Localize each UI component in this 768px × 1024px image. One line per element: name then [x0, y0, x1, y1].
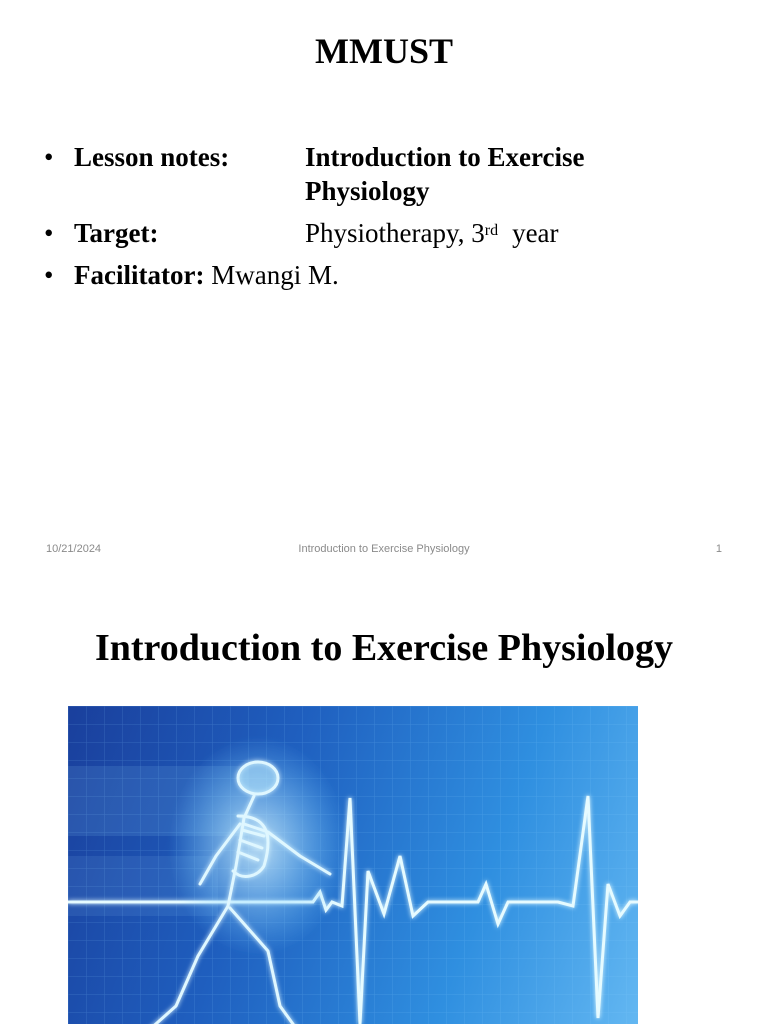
bullet-value-line1: Introduction to Exercise: [305, 142, 585, 172]
bullet-target: [44, 216, 744, 250]
bullet-list: [44, 140, 744, 300]
target-value-main: Physiotherapy, 3: [305, 218, 485, 248]
target-value-superscript: rd: [484, 222, 499, 239]
footer-date: 10/21/2024: [46, 543, 102, 555]
slide-title: Introduction to Exercise Physiology: [94, 627, 674, 669]
bullet-label: Facilitator:: [74, 260, 205, 290]
bullet-value: [305, 216, 744, 250]
bullet-value: Mwangi M.: [211, 260, 339, 290]
slide-2: [0, 576, 768, 1024]
slide-title: MMUST: [315, 31, 453, 71]
bullet-dot-icon: •: [44, 260, 54, 290]
running-skeleton-heartbeat-icon: [68, 706, 638, 1024]
bullet-value-line2: Physiology: [305, 176, 430, 206]
bullet-dot-icon: •: [44, 218, 54, 248]
footer-page-number: 1: [715, 543, 722, 555]
target-value-suffix: year: [512, 218, 559, 248]
bullet-label: Lesson notes:: [74, 142, 230, 172]
hero-image: [68, 706, 638, 1024]
bullet-label: Target:: [74, 218, 159, 248]
bullet-facilitator: [44, 258, 744, 292]
bullet-lesson-notes: [44, 140, 744, 208]
bullet-dot-icon: •: [44, 142, 54, 172]
facilitator-line: [74, 258, 339, 292]
bullet-value: [305, 140, 744, 208]
footer-title: Introduction to Exercise Physiology: [298, 543, 470, 555]
